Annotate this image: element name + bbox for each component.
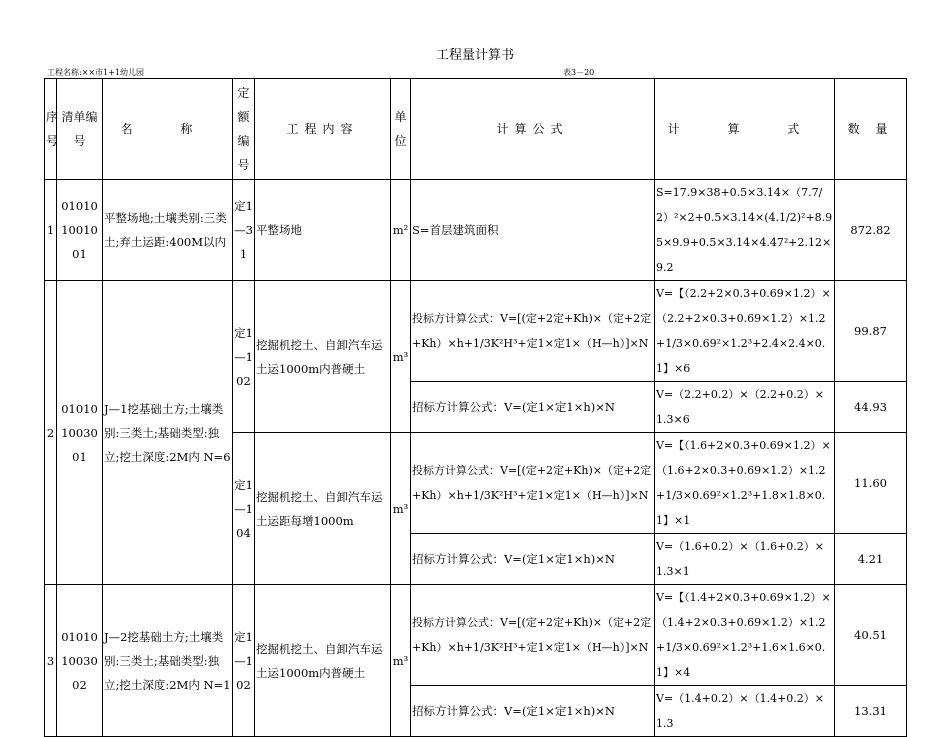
row-name: J—2挖基础土方;土壤类别:三类土;基础类型:独立;挖土深度:2M内 N=1 — [103, 585, 233, 737]
project-name: 工程名称:××市1+1幼儿园 — [47, 68, 144, 77]
header-content: 工程内容 — [255, 79, 391, 180]
row-quota: 定1—102 — [233, 585, 255, 737]
row-content: 平整场地 — [255, 180, 391, 281]
header-code: 清单编号 — [57, 79, 103, 180]
row-quantity: 13.31 — [835, 686, 907, 737]
row-expression: V=（1.6+0.2）×（1.6+0.2）×1.3×1 — [655, 534, 835, 585]
row-unit: m³ — [391, 585, 411, 737]
row-formula: S=首层建筑面积 — [411, 180, 655, 281]
header-name: 名 称 — [103, 79, 233, 180]
row-name: 平整场地;土壤类别:三类土;弃土运距:400M以内 — [103, 180, 233, 281]
row-unit: m² — [391, 180, 411, 281]
header-seq: 序号 — [45, 79, 57, 180]
row-content: 挖掘机挖土、自卸汽车运土运距每增1000m — [255, 433, 391, 585]
row-formula: 招标方计算公式：V=(定1×定1×h)×N — [411, 534, 655, 585]
row-quota: 定1—102 — [233, 281, 255, 433]
row-code: 010101003001 — [57, 281, 103, 585]
row-unit: m³ — [391, 281, 411, 433]
row-formula: 招标方计算公式：V=(定1×定1×h)×N — [411, 382, 655, 433]
row-code: 010101003002 — [57, 585, 103, 737]
row-seq: 1 — [45, 180, 57, 281]
row-formula: 招标方计算公式：V=(定1×定1×h)×N — [411, 686, 655, 737]
row-expression: V=（2.2+0.2）×（2.2+0.2）×1.3×6 — [655, 382, 835, 433]
header-row — [45, 79, 907, 180]
table-row — [45, 281, 907, 382]
document-title: 工程量计算书 — [435, 48, 514, 63]
row-expression: S=17.9×38+0.5×3.14×（7.7/2）²×2+0.5×3.14×(4.1/2)²+8.95×9.9+0.5×3.14×4.47²+2.12×9.2 — [655, 180, 835, 281]
row-expression: V=【（1.4+2×0.3+0.69×1.2）×（1.4+2×0.3+0.69×1.2）×1.2+1/3×0.69²×1.2³+1.6×1.6×0.1】×4 — [655, 585, 835, 686]
header-expr: 计 算 式 — [655, 79, 835, 180]
table-number: 表3－20 — [563, 68, 595, 77]
row-quota: 定1—31 — [233, 180, 255, 281]
header-quota: 定额编号 — [233, 79, 255, 180]
header-qty: 数 量 — [835, 79, 907, 180]
header-unit: 单位 — [391, 79, 411, 180]
row-expression: V=（1.4+0.2）×（1.4+0.2）×1.3 — [655, 686, 835, 737]
row-code: 010101001001 — [57, 180, 103, 281]
row-quota: 定1—104 — [233, 433, 255, 585]
row-expression: V=【（2.2+2×0.3+0.69×1.2）×（2.2+2×0.3+0.69×1.2）×1.2+1/3×0.69²×1.2³+2.4×2.4×0.1】×6 — [655, 281, 835, 382]
row-quantity: 4.21 — [835, 534, 907, 585]
row-formula: 投标方计算公式：V=[(定+2定+Kh)×（定+2定+Kh）×h+1/3K²H³+定1×定1×（H—h）]×N — [411, 433, 655, 534]
row-quantity: 11.60 — [835, 433, 907, 534]
row-expression: V=【（1.6+2×0.3+0.69×1.2）×（1.6+2×0.3+0.69×1.2）×1.2+1/3×0.69²×1.2³+1.8×1.8×0.1】×1 — [655, 433, 835, 534]
quantity-table — [44, 78, 907, 737]
row-quantity: 44.93 — [835, 382, 907, 433]
header-formula: 计算公式 — [411, 79, 655, 180]
row-content: 挖掘机挖土、自卸汽车运土运1000m内普硬土 — [255, 281, 391, 433]
row-formula: 投标方计算公式：V=[(定+2定+Kh)×（定+2定+Kh）×h+1/3K²H³+定1×定1×（H—h）]×N — [411, 585, 655, 686]
row-quantity: 40.51 — [835, 585, 907, 686]
row-seq: 3 — [45, 585, 57, 737]
table-row — [45, 180, 907, 281]
row-formula: 投标方计算公式：V=[(定+2定+Kh)×（定+2定+Kh）×h+1/3K²H³+定1×定1×（H—h）]×N — [411, 281, 655, 382]
row-quantity: 99.87 — [835, 281, 907, 382]
row-quantity: 872.82 — [835, 180, 907, 281]
row-name: J—1挖基础土方;土壤类别:三类土;基础类型:独立;挖土深度:2M内 N=6 — [103, 281, 233, 585]
table-row — [45, 585, 907, 686]
row-unit: m³ — [391, 433, 411, 585]
row-seq: 2 — [45, 281, 57, 585]
row-content: 挖掘机挖土、自卸汽车运土运1000m内普硬土 — [255, 585, 391, 737]
